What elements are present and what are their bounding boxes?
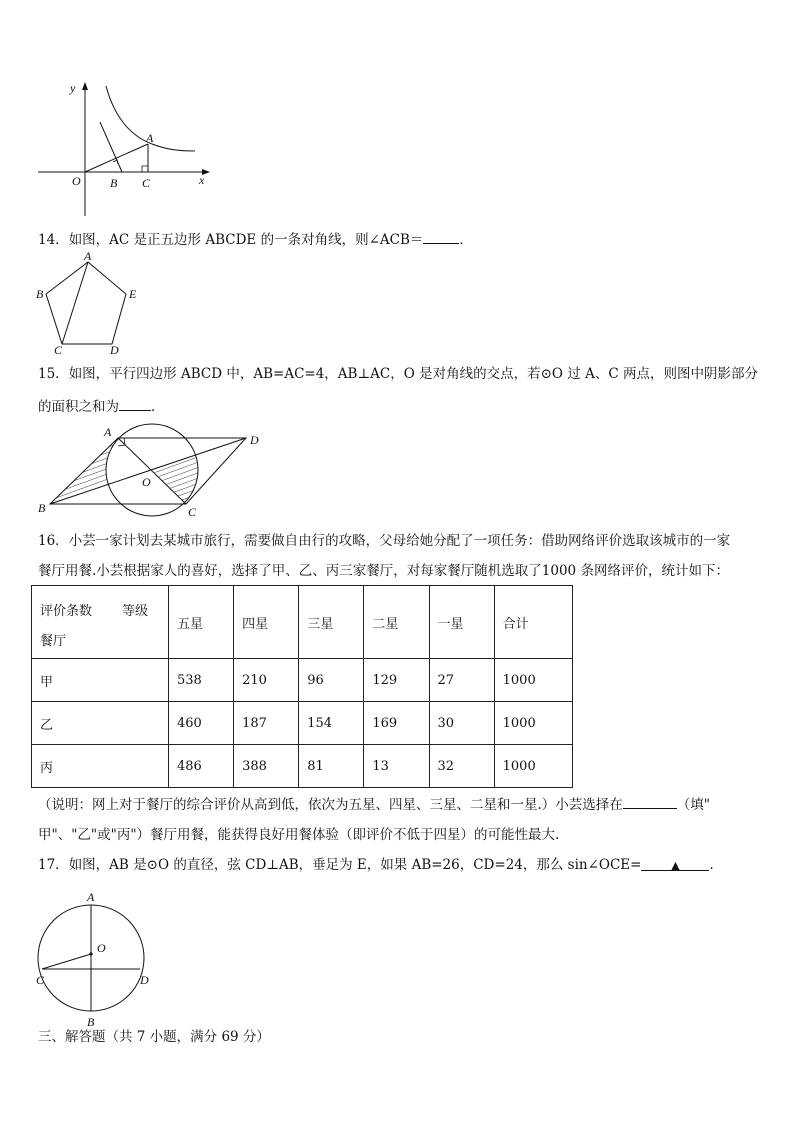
q15-answer-blank[interactable] (119, 396, 151, 411)
cell: 460 (169, 702, 234, 745)
col-header: 二星 (364, 586, 429, 659)
col-header: 五星 (169, 586, 234, 659)
row-name: 乙 (32, 702, 169, 745)
para-label-a: A (104, 425, 112, 439)
para-label-o: O (142, 475, 151, 489)
q16-note1b: （填" (676, 797, 711, 813)
cell: 32 (429, 745, 494, 788)
cell: 1000 (494, 745, 572, 788)
cell: 210 (234, 659, 299, 702)
para-label-c: C (188, 505, 197, 519)
col-header: 一星 (429, 586, 494, 659)
q15-end: ． (151, 399, 165, 415)
table-row (32, 659, 573, 702)
col-header: 四星 (234, 586, 299, 659)
row-name: 丙 (32, 745, 169, 788)
label-y: y (70, 81, 76, 95)
q15-line1: 如图，平行四边形 ABCD 中，AB=AC=4，AB⊥AC，O 是对角线的交点，若⊙O 过 A、C 两点，则图中阴影部分 (68, 366, 758, 382)
question-16-line1 (38, 532, 730, 550)
cell: 486 (169, 745, 234, 788)
cell: 1000 (494, 659, 572, 702)
cell: 154 (299, 702, 364, 745)
cell: 169 (364, 702, 429, 745)
question-14 (38, 229, 473, 249)
section-3-title: 三、解答题（共 7 小题，满分 69 分） (38, 1029, 270, 1045)
figure-circle (30, 884, 160, 1030)
corner-bottom-left: 餐厅 (40, 634, 67, 649)
q17-text: 如图，AB 是⊙O 的直径，弦 CD⊥AB，垂足为 E，如果 AB=26，CD=24，那么 sin∠OCE= (68, 857, 642, 873)
corner-top-left: 评价条数 (40, 604, 93, 619)
cell: 538 (169, 659, 234, 702)
cell: 388 (234, 745, 299, 788)
figure-pentagon (30, 252, 150, 358)
q17-answer-blank[interactable] (641, 856, 709, 871)
col-header: 合计 (494, 586, 572, 659)
q14-answer-blank[interactable] (423, 229, 459, 244)
circ-label-a: A (87, 890, 95, 904)
circ-label-o: O (97, 941, 106, 955)
corner-top-right: 等级 (122, 604, 149, 619)
q17-number: 17． (38, 857, 69, 873)
label-x: x (199, 173, 205, 187)
pent-label-b: B (36, 287, 44, 301)
col-header: 三星 (299, 586, 364, 659)
q15-line2: 的面积之和为 (38, 399, 119, 415)
question-16-line2 (38, 562, 729, 580)
question-15-line1 (38, 365, 758, 383)
cell: 187 (234, 702, 299, 745)
figure-hyperbola (30, 78, 220, 220)
corner-cell (32, 586, 169, 659)
table-header-row (32, 586, 573, 659)
triangle-marker-icon: ▲ (671, 859, 680, 872)
cell: 30 (429, 702, 494, 745)
para-label-b: B (38, 501, 46, 515)
label-b: B (110, 176, 118, 190)
q14-number: 14． (38, 232, 69, 248)
pent-label-e: E (129, 287, 137, 301)
question-16-note1 (38, 794, 710, 814)
q17-end: ． (709, 857, 723, 873)
rating-table (31, 585, 573, 788)
question-15-line2 (38, 396, 165, 416)
question-17 (38, 856, 723, 874)
cell: 1000 (494, 702, 572, 745)
q16-line1: 小芸一家计划去某城市旅行，需要做自由行的攻略，父母给她分配了一项任务：借助网络评价选取该城市的一家 (68, 533, 731, 549)
q14-end: ． (459, 232, 473, 248)
q15-number: 15． (38, 366, 69, 382)
q16-note1a: （说明：网上对于餐厅的综合评价从高到低，依次为五星、四星、三星、二星和一星.）小芸选择在 (38, 797, 623, 813)
q16-number: 16． (38, 533, 69, 549)
cell: 13 (364, 745, 429, 788)
table-row (32, 745, 573, 788)
q16-line2: 餐厅用餐.小芸根据家人的喜好，选择了甲、乙、丙三家餐厅，对每家餐厅随机选取了1000 条网络评价，统计如下： (38, 563, 729, 579)
para-label-d: D (250, 433, 259, 447)
question-16-note2 (38, 826, 559, 844)
q16-answer-blank[interactable] (623, 794, 677, 809)
cell: 96 (299, 659, 364, 702)
circ-label-d: D (140, 973, 149, 987)
row-name: 甲 (32, 659, 169, 702)
q16-note2: 甲"、"乙"或"丙"）餐厅用餐，能获得良好用餐体验（即评价不低于四星）的可能性最大. (38, 827, 560, 843)
cell: 129 (364, 659, 429, 702)
figure-parallelogram (30, 422, 270, 522)
circ-label-c: C (36, 973, 45, 987)
cell: 81 (299, 745, 364, 788)
pent-label-a: A (84, 252, 92, 263)
label-a: A (146, 131, 154, 145)
label-c: C (142, 176, 151, 190)
q14-text: 如图，AC 是正五边形 ABCDE 的一条对角线，则∠ACB＝ (68, 232, 424, 248)
label-o: O (72, 174, 81, 188)
cell: 27 (429, 659, 494, 702)
circ-label-b: B (87, 1015, 95, 1029)
pent-label-c: C (54, 343, 63, 357)
table-row (32, 702, 573, 745)
pent-label-d: D (110, 343, 119, 357)
